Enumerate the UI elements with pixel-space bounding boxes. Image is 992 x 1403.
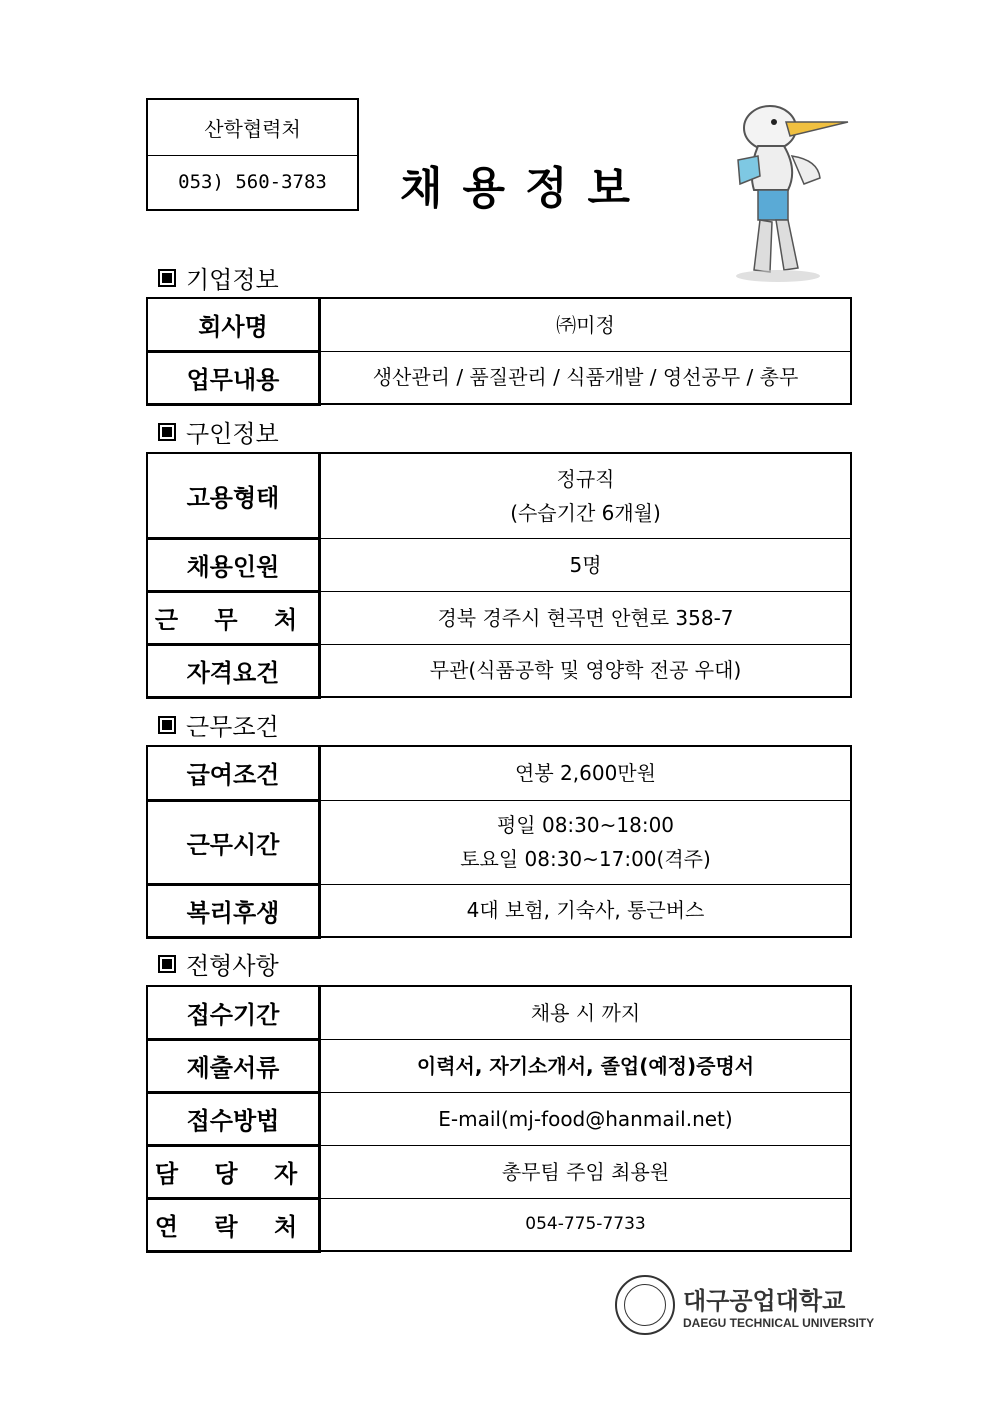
table-row — [147, 1092, 851, 1145]
duty-value: 생산관리 / 품질관리 / 식품개발 / 영선공무 / 총무 — [320, 351, 852, 404]
square-bullet-icon — [158, 269, 176, 287]
table-row — [147, 800, 851, 884]
table-row — [147, 591, 851, 644]
table-row — [147, 351, 851, 404]
square-bullet-icon — [158, 716, 176, 734]
contact-phone: 053) 560-3783 — [148, 155, 357, 210]
square-bullet-icon — [158, 955, 176, 973]
table-row — [147, 298, 851, 351]
mascot-image — [708, 100, 858, 290]
welfare-label: 복리후생 — [147, 884, 320, 937]
welfare-value: 4대 보험, 기숙사, 통근버스 — [320, 884, 852, 937]
workplace-value: 경북 경주시 현곡면 안현로 358-7 — [320, 591, 852, 644]
section-recruit-heading: 구인정보 — [158, 414, 279, 449]
university-name-en: DAEGU TECHNICAL UNIVERSITY — [683, 1315, 875, 1330]
headcount-value: 5명 — [320, 538, 852, 591]
duty-label: 업무내용 — [147, 351, 320, 404]
application-method-value: E-mail(mj-food@hanmail.net) — [320, 1092, 852, 1145]
documents-value: 이력서, 자기소개서, 졸업(예정)증명서 — [320, 1039, 852, 1092]
conditions-table — [146, 745, 852, 939]
company-table — [146, 297, 852, 406]
recruit-table — [146, 452, 852, 699]
application-method-label: 접수방법 — [147, 1092, 320, 1145]
table-row — [147, 538, 851, 591]
employment-type-value: 정규직 (수습기간 6개월) — [320, 453, 852, 538]
qualification-label: 자격요건 — [147, 644, 320, 697]
table-row — [147, 453, 851, 538]
employment-type-label: 고용형태 — [147, 453, 320, 538]
screening-table — [146, 985, 852, 1253]
table-row — [147, 746, 851, 800]
table-row — [147, 1145, 851, 1198]
application-period-label: 접수기간 — [147, 986, 320, 1039]
contact-box — [146, 98, 359, 211]
contact-person-value: 총무팀 주임 최용원 — [320, 1145, 852, 1198]
workplace-label: 근 무 처 — [147, 591, 320, 644]
headcount-label: 채용인원 — [147, 538, 320, 591]
work-hours-label: 근무시간 — [147, 800, 320, 884]
contact-person-label: 담 당 자 — [147, 1145, 320, 1198]
salary-label: 급여조건 — [147, 746, 320, 800]
contact-label: 산학협력처 — [204, 116, 301, 141]
table-row — [147, 1198, 851, 1251]
table-row — [147, 1039, 851, 1092]
documents-label: 제출서류 — [147, 1039, 320, 1092]
university-seal-icon — [615, 1275, 675, 1335]
university-name-kr: 대구공업대학교 — [683, 1286, 846, 1315]
section-conditions-heading: 근무조건 — [158, 707, 279, 742]
section-company-heading: 기업정보 — [158, 260, 279, 295]
contact-phone-value: 054-775-7733 — [320, 1198, 852, 1251]
company-name-value: ㈜미정 — [320, 298, 852, 351]
contact-phone-label: 연 락 처 — [147, 1198, 320, 1251]
work-hours-value: 평일 08:30~18:00 토요일 08:30~17:00(격주) — [320, 800, 852, 884]
square-bullet-icon — [158, 423, 176, 441]
application-period-value: 채용 시 까지 — [320, 986, 852, 1039]
qualification-value: 무관(식품공학 및 영양학 전공 우대) — [320, 644, 852, 697]
table-row — [147, 986, 851, 1039]
salary-value: 연봉 2,600만원 — [320, 746, 852, 800]
table-row — [147, 644, 851, 697]
section-screening-heading: 전형사항 — [158, 946, 279, 981]
company-name-label: 회사명 — [147, 298, 320, 351]
page-title: 채용정보 — [400, 163, 651, 214]
university-logo — [615, 1275, 874, 1335]
table-row — [147, 884, 851, 937]
